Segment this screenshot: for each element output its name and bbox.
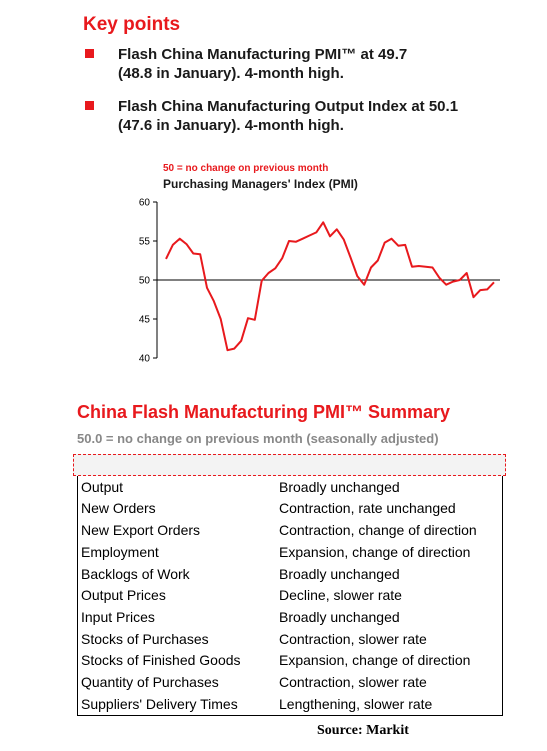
summary-title: China Flash Manufacturing PMI™ Summary xyxy=(77,402,451,422)
y-tick-label: 40 xyxy=(138,353,150,365)
table-row xyxy=(78,542,502,563)
row-label: Output xyxy=(81,478,124,495)
row-label: Employment xyxy=(81,543,159,560)
table-row xyxy=(78,477,502,498)
key-point-1 xyxy=(118,45,407,83)
bullet-marker-1 xyxy=(85,49,94,58)
pmi-row-highlight xyxy=(73,454,506,476)
row-value: Broadly unchanged xyxy=(279,565,400,582)
key-point-2-line1: Flash China Manufacturing Output Index at 50.1 xyxy=(118,98,459,115)
bullet-marker-2 xyxy=(85,101,94,110)
pmi-series-line xyxy=(166,222,494,350)
row-label: Suppliers' Delivery Times xyxy=(81,695,238,712)
table-row xyxy=(78,607,502,628)
row-value: Contraction, slower rate xyxy=(279,630,427,647)
key-point-1-line1: Flash China Manufacturing PMI™ at 49.7 xyxy=(118,46,408,63)
summary-table xyxy=(77,454,503,716)
key-point-2 xyxy=(118,97,458,135)
table-row xyxy=(78,629,502,650)
source-note: Source: Markit xyxy=(317,723,409,738)
table-row xyxy=(78,564,502,585)
row-value: Broadly unchanged xyxy=(279,608,400,625)
row-label: Stocks of Purchases xyxy=(81,630,209,647)
key-points-title: Key points xyxy=(83,14,181,35)
row-value: Decline, slower rate xyxy=(279,587,402,604)
row-value: Expansion, change of direction xyxy=(279,543,471,560)
table-row xyxy=(78,520,502,541)
row-label: New Export Orders xyxy=(81,522,201,539)
row-label: Output Prices xyxy=(81,587,166,604)
row-label: Stocks of Finished Goods xyxy=(81,652,241,669)
row-label: Backlogs of Work xyxy=(81,565,190,582)
row-value: Contraction, slower rate xyxy=(279,674,427,690)
row-label: Quantity of Purchases xyxy=(81,674,219,690)
chart-title: Purchasing Managers' Index (PMI) xyxy=(163,177,358,191)
row-value: Contraction, change of direction xyxy=(279,522,477,539)
key-point-2-line2: (47.6 in January). 4-month high. xyxy=(118,117,344,134)
row-value: Expansion, change of direction xyxy=(279,652,471,669)
table-row xyxy=(78,650,502,671)
y-tick-label: 60 xyxy=(138,197,150,209)
y-tick-label: 45 xyxy=(138,314,150,326)
row-label: New Orders xyxy=(81,500,156,517)
summary-subtitle: 50.0 = no change on previous month (seasonally adjusted) xyxy=(77,431,439,446)
table-row xyxy=(78,498,502,519)
y-tick-label: 55 xyxy=(138,236,150,248)
key-point-1-line2: (48.8 in January). 4-month high. xyxy=(118,65,344,82)
row-value: Contraction, rate unchanged xyxy=(279,500,456,517)
row-value: Broadly unchanged xyxy=(279,478,400,495)
table-row xyxy=(78,585,502,606)
pmi-line-chart xyxy=(130,195,510,370)
row-label: Input Prices xyxy=(81,608,155,625)
row-value: Lengthening, slower rate xyxy=(279,695,433,712)
chart-note: 50 = no change on previous month xyxy=(163,163,329,174)
y-tick-label: 50 xyxy=(138,275,150,287)
table-row xyxy=(78,672,502,693)
table-row xyxy=(78,694,502,715)
